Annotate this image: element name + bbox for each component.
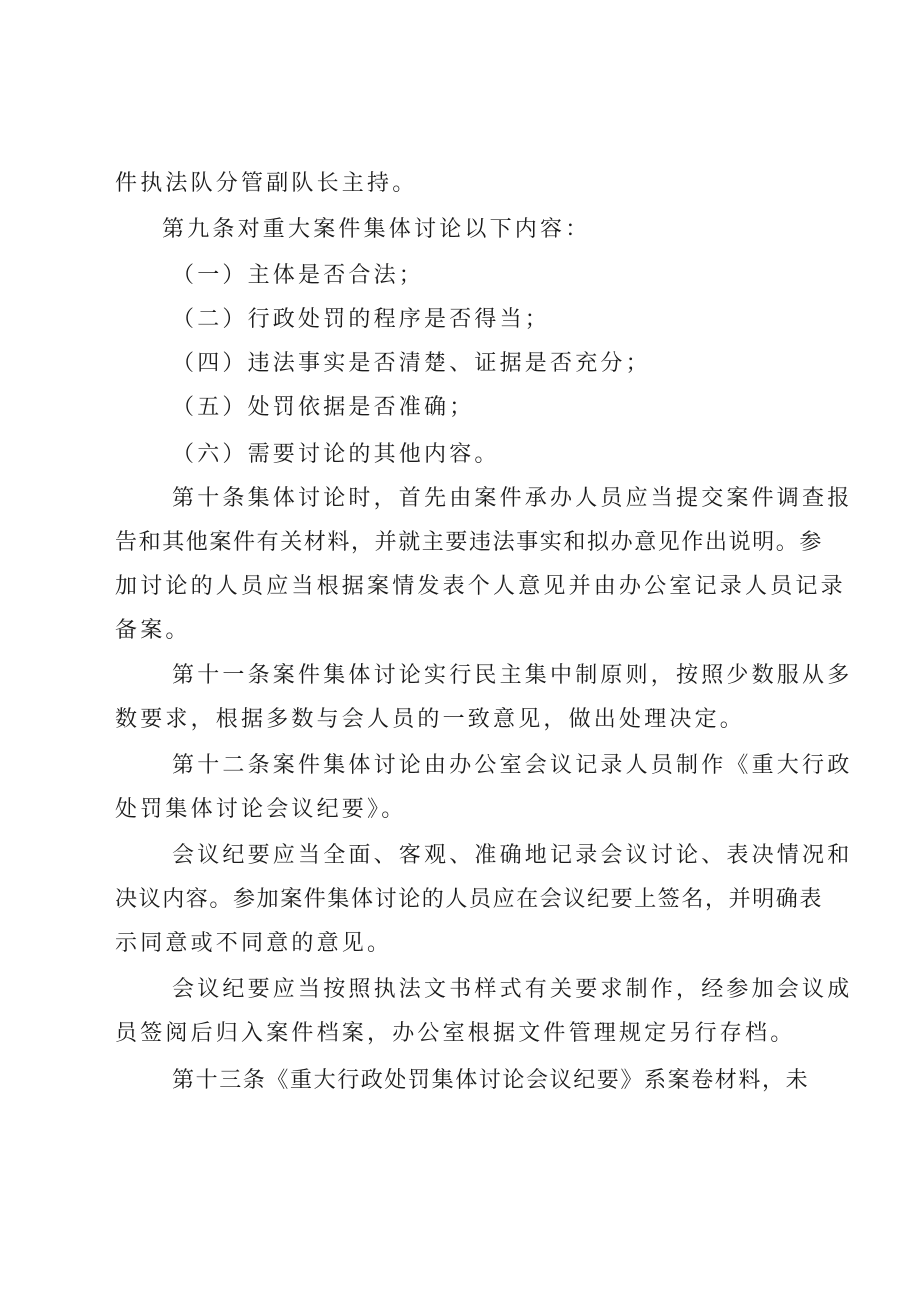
list-item: （四）违法事实是否清楚、证据是否充分； [172,351,651,376]
paragraph-line: 会议纪要应当按照执法文书样式有关要求制作，经参加会议成 [172,977,853,1002]
paragraph-line: 会议纪要应当全面、客观、准确地记录会议讨论、表决情况和 [172,843,853,868]
article-11-line: 数要求，根据多数与会人员的一致意见，做出处理决定。 [115,707,746,732]
article-10-line: 第十条集体讨论时，首先由案件承办人员应当提交案件调查报 [172,486,853,511]
article-10-line: 告和其他案件有关材料，并就主要违法事实和拟办意见作出说明。参 [115,530,824,555]
article-10-line: 备案。 [115,618,191,643]
article-10-line: 加讨论的人员应当根据案情发表个人意见并由办公室记录人员记录 [115,574,846,599]
list-item: （一）主体是否合法； [172,263,425,288]
article-9-heading: 第九条对重大案件集体讨论以下内容： [162,217,591,242]
article-12-line: 处罚集体讨论会议纪要》。 [115,797,407,822]
paragraph-line: 示同意或不同意的意见。 [115,931,393,956]
list-item: （六）需要讨论的其他内容。 [172,442,500,467]
paragraph-line: 员签阅后归入案件档案，办公室根据文件管理规定另行存档。 [115,1021,796,1046]
article-12-line: 第十二条案件集体讨论由办公室会议记录人员制作《重大行政 [172,753,853,778]
list-item: （五）处罚依据是否准确； [172,395,475,420]
article-11-line: 第十一条案件集体讨论实行民主集中制原则，按照少数服从多 [172,663,853,688]
paragraph-line: 件执法队分管副队长主持。 [115,171,418,196]
article-13-line: 第十三条《重大行政处罚集体讨论会议纪要》系案卷材料，未 [172,1068,810,1093]
list-item: （二）行政处罚的程序是否得当； [172,307,551,332]
paragraph-line: 决议内容。参加案件集体讨论的人员应在会议纪要上签名，并明确表 [115,887,824,912]
